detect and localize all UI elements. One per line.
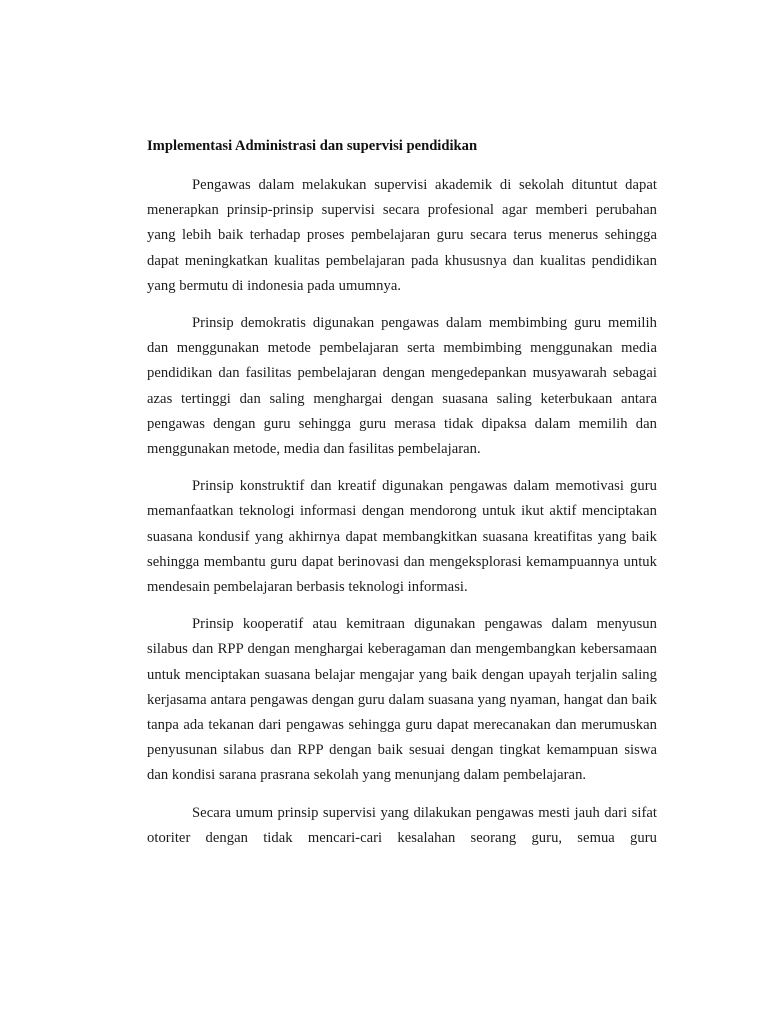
paragraph-3: Prinsip konstruktif dan kreatif digunakan pengawas dalam memotivasi guru memanfaatkan teknologi informasi dengan mendorong untuk ikut aktif menciptakan suasana kondusif yang akhirnya dapat membangkitkan suasana kreatifitas yang baik sehingga membantu guru dapat berinovasi dan mengeksplorasi kemampuannya untuk mendesain pembelajaran berbasis teknologi informasi. [147, 478, 657, 596]
document-title: Implementasi Administrasi dan supervisi pendidikan [147, 138, 478, 154]
paragraph-4: Prinsip kooperatif atau kemitraan digunakan pengawas dalam menyusun silabus dan RPP dengan menghargai keberagaman dan mengembangkan kebersamaan untuk menciptakan suasana belajar mengajar yang baik dengan upayah terjalin saling kerjasama antara pengawas dengan guru dalam suasana yang nyaman, hangat dan baik tanpa ada tekanan dari pengawas sehingga guru dapat merecanakan dan merumuskan penyusunan silabus dan RPP dengan baik sesuai dengan tingkat kemampuan siswa dan kondisi sarana prasrana sekolah yang menunjang dalam pembelajaran. [147, 616, 657, 784]
paragraph-1: Pengawas dalam melakukan supervisi akademik di sekolah dituntut dapat menerapkan prinsip-prinsip supervisi secara profesional agar memberi perubahan yang lebih baik terhadap proses pembelajaran guru secara terus menerus sehingga dapat meningkatkan kualitas pembelajaran pada khususnya dan kualitas pendidikan yang bermutu di indonesia pada umumnya. [147, 177, 657, 294]
paragraph-2: Prinsip demokratis digunakan pengawas dalam membimbing guru memilih dan menggunakan metode pembelajaran serta membimbing menggunakan media pendidikan dan fasilitas pembelajaran dengan mengedepankan musyawarah sebagai azas tertinggi dan saling menghargai dengan suasana saling keterbukaan antara pengawas dengan guru sehingga guru merasa tidak dipaksa dalam memilih dan menggunakan metode, media dan fasilitas pembelajaran. [147, 315, 657, 458]
document-body [147, 136, 657, 863]
paragraph-5: Secara umum prinsip supervisi yang dilakukan pengawas mesti jauh dari sifat otoriter dengan tidak mencari-cari kesalahan seorang guru, semua guru [147, 804, 657, 846]
